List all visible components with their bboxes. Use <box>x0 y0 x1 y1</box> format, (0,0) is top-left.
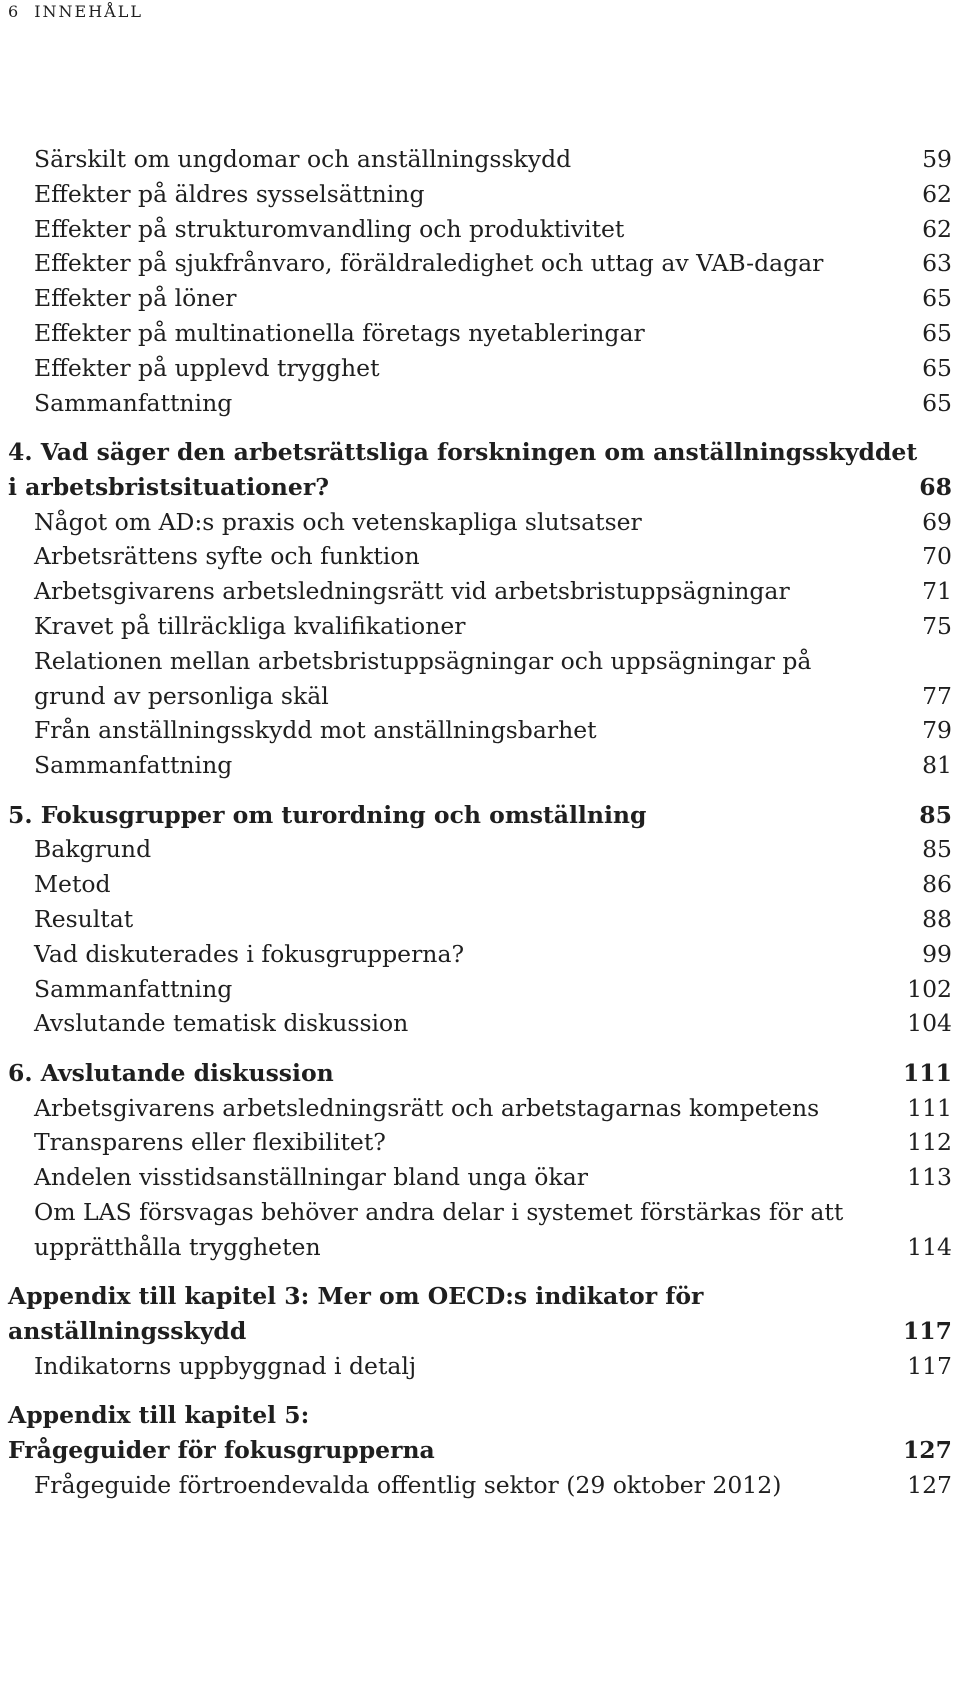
toc-entry-title: Appendix till kapitel 5: <box>8 1401 310 1430</box>
toc-entry[interactable] <box>0 976 960 1011</box>
toc-entry[interactable] <box>0 1353 960 1388</box>
toc-entry-title: Arbetsrättens syfte och funktion <box>34 542 420 571</box>
toc-chapter-entry[interactable] <box>0 1060 960 1095</box>
toc-entry-page-number: 114 <box>907 1232 952 1261</box>
toc-entry-page-number: 79 <box>922 716 952 745</box>
toc-entry[interactable] <box>0 1472 960 1507</box>
toc-entry[interactable] <box>0 1010 960 1045</box>
toc-entry-title: Sammanfattning <box>34 974 233 1003</box>
toc-entry-page-number: 117 <box>907 1351 952 1380</box>
toc-entry-page-number: 71 <box>922 577 952 606</box>
toc-entry[interactable] <box>0 613 960 648</box>
toc-entry[interactable] <box>0 181 960 216</box>
toc-entry[interactable] <box>0 752 960 787</box>
toc-entry-page-number: 111 <box>902 1058 952 1087</box>
toc-chapter-entry[interactable] <box>0 1402 960 1472</box>
toc-entry[interactable] <box>0 1164 960 1199</box>
toc-entry-page-number: 75 <box>922 612 952 640</box>
toc-entry[interactable] <box>0 509 960 544</box>
toc-entry-page-number: 65 <box>922 353 952 382</box>
toc-entry-page-number: 117 <box>902 1316 952 1345</box>
toc-entry[interactable] <box>0 285 960 320</box>
toc-entry-title: 5. Fokusgrupper om turordning och omställning <box>8 800 647 829</box>
toc-entry-page-number: 65 <box>922 388 952 417</box>
toc-chapter-entry[interactable] <box>0 1283 960 1353</box>
toc-entry-title: Effekter på strukturomvandling och produktivitet <box>34 214 625 243</box>
toc-entry-title: Kravet på tillräckliga kvalifikationer <box>34 612 466 640</box>
toc-entry[interactable] <box>0 648 960 718</box>
toc-entry[interactable] <box>0 1199 960 1269</box>
toc-entry-title: Från anställningsskydd mot anställningsbarhet <box>34 716 597 745</box>
toc-entry-title: Effekter på multinationella företags nyetableringar <box>34 319 645 347</box>
toc-entry-page-number: 59 <box>922 145 952 173</box>
toc-entry-title: 4. Vad säger den arbetsrättsliga forskningen om anställningsskyddet <box>8 438 918 466</box>
toc-entry-title: anställningsskydd <box>8 1316 247 1345</box>
toc-entry-page-number: 112 <box>907 1128 952 1157</box>
toc-entry[interactable] <box>0 717 960 752</box>
toc-entry-page-number: 99 <box>922 939 952 968</box>
toc-entry-page-number: 81 <box>922 751 952 780</box>
toc-entry-page-number: 85 <box>919 800 952 829</box>
page-number: 6 <box>8 2 21 21</box>
toc-entry-title: Avslutande tematisk diskussion <box>34 1009 409 1038</box>
toc-entry-page-number: 62 <box>922 179 952 208</box>
toc-entry[interactable] <box>0 355 960 390</box>
toc-entry-title: Effekter på sjukfrånvaro, föräldraledighet och uttag av VAB-dagar <box>34 249 824 278</box>
toc-entry-title: Något om AD:s praxis och vetenskapliga slutsatser <box>34 507 642 536</box>
running-title: INNEHÅLL <box>34 2 143 21</box>
toc-entry-page-number: 127 <box>907 1470 952 1499</box>
toc-entry-title: Särskilt om ungdomar och anställningsskydd <box>34 145 572 173</box>
toc-chapter-entry[interactable] <box>0 439 960 509</box>
toc-entry-page-number: 62 <box>922 214 952 243</box>
toc-entry-page-number: 102 <box>907 974 952 1003</box>
toc-entry-title: Metod <box>34 870 111 899</box>
toc-entry-page-number: 65 <box>922 284 952 313</box>
toc-entry[interactable] <box>0 543 960 578</box>
toc-entry[interactable] <box>0 836 960 871</box>
toc-entry-page-number: 77 <box>922 681 952 710</box>
toc-entry[interactable] <box>0 906 960 941</box>
toc-entry-page-number: 104 <box>907 1009 952 1038</box>
toc-entry-page-number: 127 <box>902 1435 952 1464</box>
toc-entry-title: grund av personliga skäl <box>34 681 329 710</box>
running-header <box>8 2 143 21</box>
toc-entry[interactable] <box>0 146 960 181</box>
toc-entry-page-number: 65 <box>922 319 952 347</box>
toc-entry-page-number: 113 <box>907 1163 952 1192</box>
toc-entry-title: Arbetsgivarens arbetsledningsrätt vid arbetsbristuppsägningar <box>34 577 790 606</box>
toc-entry-title: Relationen mellan arbetsbristuppsägningar och uppsägningar på <box>34 646 812 675</box>
toc-entry[interactable] <box>0 390 960 425</box>
toc-entry-title: Indikatorns uppbyggnad i detalj <box>34 1351 417 1380</box>
toc-entry[interactable] <box>0 250 960 285</box>
toc-entry-title: Resultat <box>34 905 134 933</box>
toc-entry-page-number: 69 <box>922 507 952 536</box>
toc-entry[interactable] <box>0 941 960 976</box>
toc-entry-page-number: 70 <box>922 542 952 571</box>
toc-entry-title: Frågeguider för fokusgrupperna <box>8 1435 435 1464</box>
toc-entry-page-number: 111 <box>907 1093 952 1122</box>
toc-entry-title: 6. Avslutande diskussion <box>8 1058 334 1087</box>
toc-entry-page-number: 68 <box>919 472 952 501</box>
toc-entry-title: Effekter på äldres sysselsättning <box>34 179 425 208</box>
toc-entry-title: Andelen visstidsanställningar bland unga ökar <box>34 1163 588 1192</box>
toc-entry-title: Transparens eller flexibilitet? <box>34 1128 386 1157</box>
toc-entry-page-number: 86 <box>922 870 952 899</box>
toc-entry-title: Om LAS försvagas behöver andra delar i systemet förstärkas för att <box>34 1198 844 1226</box>
toc-entry[interactable] <box>0 1129 960 1164</box>
toc-entry-title: Vad diskuterades i fokusgrupperna? <box>34 939 465 968</box>
toc-entry[interactable] <box>0 320 960 355</box>
toc-entry-title: Frågeguide förtroendevalda offentlig sektor (29 oktober 2012) <box>34 1470 782 1499</box>
toc-entry[interactable] <box>0 216 960 251</box>
toc-entry-title: Arbetsgivarens arbetsledningsrätt och arbetstagarnas kompetens <box>34 1093 820 1122</box>
toc-entry[interactable] <box>0 578 960 613</box>
toc-entry-title: Effekter på löner <box>34 284 237 313</box>
toc-entry[interactable] <box>0 871 960 906</box>
toc-entry[interactable] <box>0 1095 960 1130</box>
toc-entry-title: Effekter på upplevd trygghet <box>34 353 380 382</box>
toc-entry-title: i arbetsbristsituationer? <box>8 472 329 501</box>
toc-entry-title: Sammanfattning <box>34 751 233 780</box>
toc-entry-page-number: 85 <box>922 835 952 864</box>
toc-entry-title: Sammanfattning <box>34 388 233 417</box>
toc-chapter-entry[interactable] <box>0 802 960 837</box>
toc-entry-page-number: 88 <box>922 905 952 933</box>
toc-entry-title: upprätthålla tryggheten <box>34 1232 321 1261</box>
toc-entry-title: Bakgrund <box>34 835 152 864</box>
toc-entry-title: Appendix till kapitel 3: Mer om OECD:s indikator för <box>8 1282 704 1311</box>
toc-entry-page-number: 63 <box>922 249 952 278</box>
